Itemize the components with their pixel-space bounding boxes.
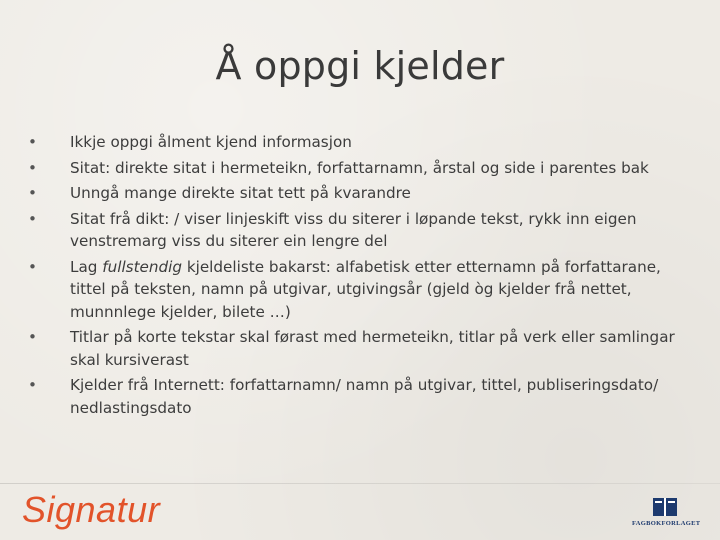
bullet-marker: • xyxy=(28,158,37,177)
book-icon xyxy=(652,496,678,518)
publisher-logo xyxy=(632,496,700,530)
bullet-item xyxy=(28,326,678,371)
bullet-text: Lag xyxy=(70,257,103,276)
bullet-text: Ikkje oppgi ålment kjend informasjon xyxy=(70,133,352,151)
bullet-item xyxy=(28,208,678,253)
bullet-item xyxy=(28,374,678,419)
bullet-item xyxy=(28,256,678,324)
signatur-logo: Signatur xyxy=(22,489,161,530)
bullet-marker: • xyxy=(28,184,37,202)
bullet-text: Sitat: direkte sitat i hermeteikn, forfattarnamn, årstal og side i parentes bak xyxy=(70,158,649,177)
bullet-marker: • xyxy=(28,209,37,228)
bullet-text: Kjelder frå Internett: forfattarnamn/ namn på utgivar, tittel, publiseringsdato/ nedlastingsdato xyxy=(70,376,659,417)
slide-title: Å oppgi kjelder xyxy=(215,44,505,88)
bullet-item xyxy=(28,157,678,180)
bullet-text: Titlar på korte tekstar skal førast med hermeteikn, titlar på verk eller samlingar skal kursiverast xyxy=(70,328,675,369)
bullet-text: Unngå mange direkte sitat tett på kvarandre xyxy=(70,184,411,202)
bullet-item xyxy=(28,182,678,205)
bullet-item xyxy=(28,131,678,154)
footer-divider xyxy=(0,483,720,484)
bullet-list xyxy=(28,131,678,422)
bullet-marker: • xyxy=(28,133,37,151)
bullet-text-italic: fullstendig xyxy=(102,257,182,276)
publisher-name: FAGBOKFORLAGET xyxy=(632,520,701,527)
bullet-text: Sitat frå dikt: / viser linjeskift viss du siterer i løpande tekst, rykk inn eigen venstremarg viss du siterer ein lengre del xyxy=(70,209,637,250)
bullet-marker: • xyxy=(28,328,37,346)
bullet-marker: • xyxy=(28,257,37,276)
bullet-text: kjeldeliste bakarst: alfabetisk etter etternamn på forfattarane, tittel på teksten, namn på utgivar, utgivingsår (gjeld òg kjelder frå nettet, munnnlege kjelder, bilete …) xyxy=(70,257,661,321)
bullet-marker: • xyxy=(28,376,37,394)
